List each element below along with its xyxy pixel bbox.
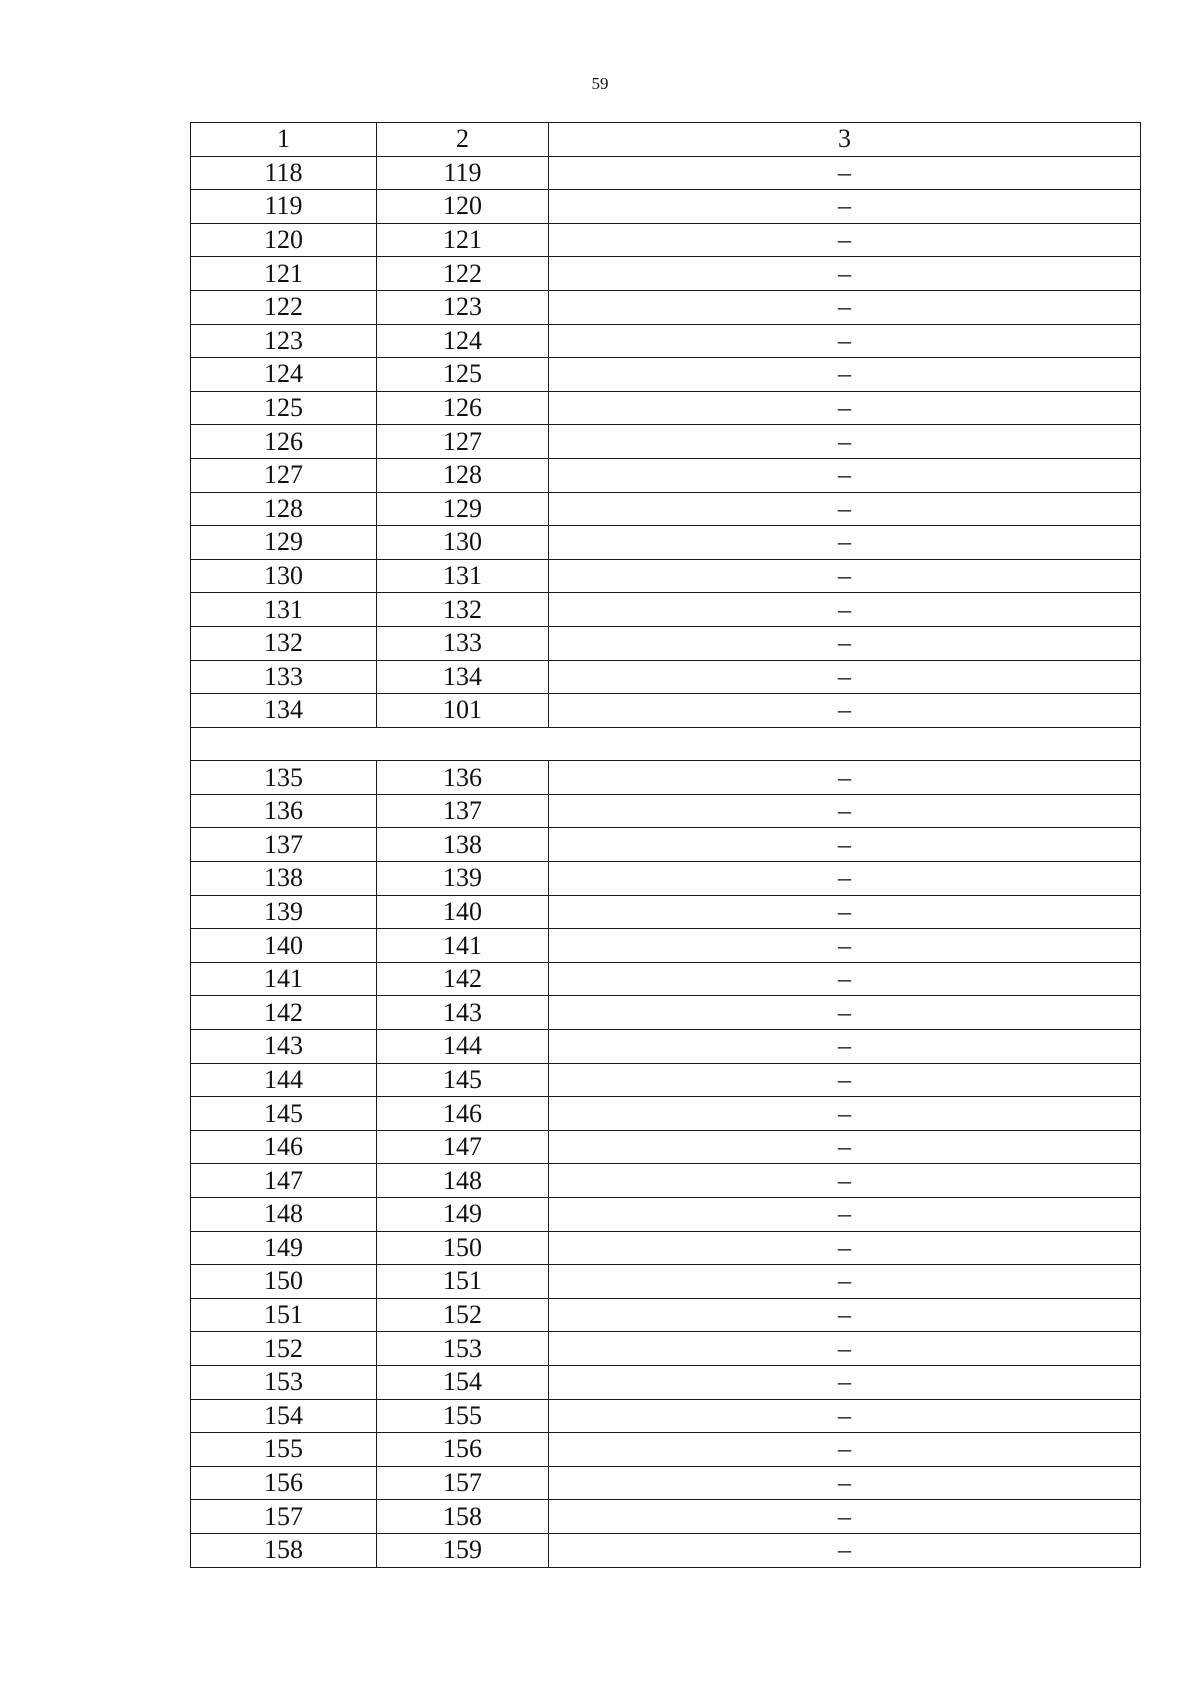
table-cell-col-3: – — [549, 1063, 1141, 1097]
table-cell-col-3: – — [549, 223, 1141, 257]
table-cell-col-1: 123 — [191, 324, 377, 358]
table-row — [191, 492, 1141, 526]
table-cell-col-3: – — [549, 660, 1141, 694]
table-row — [191, 1265, 1141, 1299]
table-cell-col-1: 138 — [191, 862, 377, 896]
table-cell-col-2: 140 — [377, 895, 549, 929]
table-cell-col-3: – — [549, 895, 1141, 929]
table-cell-col-3: – — [549, 1533, 1141, 1567]
table-cell-col-1: 147 — [191, 1164, 377, 1198]
table-row — [191, 593, 1141, 627]
table-row — [191, 1030, 1141, 1064]
table-cell-col-2: 157 — [377, 1466, 549, 1500]
table-cell-col-2: 131 — [377, 559, 549, 593]
table-cell-col-3: – — [549, 626, 1141, 660]
table-cell-col-1: 137 — [191, 828, 377, 862]
table-cell-col-3: – — [549, 962, 1141, 996]
table-cell-col-1: 156 — [191, 1466, 377, 1500]
table-row — [191, 257, 1141, 291]
table-cell-col-3: – — [549, 593, 1141, 627]
table-cell-col-1: 124 — [191, 358, 377, 392]
table-cell-col-1: 130 — [191, 559, 377, 593]
table-cell-col-3: – — [549, 1500, 1141, 1534]
table-cell-col-3: – — [549, 1198, 1141, 1232]
table-cell-col-1: 120 — [191, 223, 377, 257]
table-cell-col-1: 153 — [191, 1365, 377, 1399]
table-cell-col-3: – — [549, 1399, 1141, 1433]
table-row — [191, 862, 1141, 896]
table-cell-col-1: 146 — [191, 1130, 377, 1164]
table-cell-col-3: – — [549, 458, 1141, 492]
table-row — [191, 761, 1141, 795]
table-row — [191, 895, 1141, 929]
table-cell-col-2: 143 — [377, 996, 549, 1030]
table-cell-col-2: 142 — [377, 962, 549, 996]
table-cell-col-3: – — [549, 761, 1141, 795]
table-row — [191, 156, 1141, 190]
table-cell-col-1: 150 — [191, 1265, 377, 1299]
table-cell-col-2: 155 — [377, 1399, 549, 1433]
table-cell-col-2: 148 — [377, 1164, 549, 1198]
table-row — [191, 1097, 1141, 1131]
table-row — [191, 1500, 1141, 1534]
table-row — [191, 794, 1141, 828]
table-cell-col-1: 128 — [191, 492, 377, 526]
table-cell-col-2: 145 — [377, 1063, 549, 1097]
table-cell-col-1: 125 — [191, 391, 377, 425]
table-row — [191, 962, 1141, 996]
table-cell-col-2: 123 — [377, 290, 549, 324]
table-row — [191, 694, 1141, 728]
column-header-2: 2 — [377, 123, 549, 157]
table-cell-col-2: 158 — [377, 1500, 549, 1534]
table-cell-col-2: 126 — [377, 391, 549, 425]
table-cell-col-2: 144 — [377, 1030, 549, 1064]
table-cell-col-3: – — [549, 694, 1141, 728]
table-cell-col-2: 133 — [377, 626, 549, 660]
table-cell-col-3: – — [549, 929, 1141, 963]
table-cell-col-2: 156 — [377, 1433, 549, 1467]
table-cell-col-3: – — [549, 794, 1141, 828]
table-cell-col-3: – — [549, 391, 1141, 425]
table-cell-col-2: 122 — [377, 257, 549, 291]
table-cell-col-1: 121 — [191, 257, 377, 291]
table-cell-col-2: 139 — [377, 862, 549, 896]
table-cell-col-3: – — [549, 559, 1141, 593]
table-cell-col-3: – — [549, 1298, 1141, 1332]
table-cell-col-3: – — [549, 1433, 1141, 1467]
table-cell-col-3: – — [549, 1130, 1141, 1164]
table-cell-col-1: 158 — [191, 1533, 377, 1567]
table-cell-col-3: – — [549, 190, 1141, 224]
table-row — [191, 458, 1141, 492]
table-cell-col-2: 128 — [377, 458, 549, 492]
table-cell-col-1: 154 — [191, 1399, 377, 1433]
table-cell-col-2: 147 — [377, 1130, 549, 1164]
table-row — [191, 1466, 1141, 1500]
table-row — [191, 1063, 1141, 1097]
table-cell-col-2: 151 — [377, 1265, 549, 1299]
table-row — [191, 391, 1141, 425]
table-cell-col-1: 140 — [191, 929, 377, 963]
table-row — [191, 1298, 1141, 1332]
table-cell-col-1: 122 — [191, 290, 377, 324]
table-cell-col-2: 154 — [377, 1365, 549, 1399]
table-cell-col-2: 141 — [377, 929, 549, 963]
table-cell-col-2: 146 — [377, 1097, 549, 1131]
table-row — [191, 190, 1141, 224]
table-cell-col-1: 155 — [191, 1433, 377, 1467]
table-cell-col-1: 152 — [191, 1332, 377, 1366]
table-separator-row — [191, 727, 1141, 761]
table-row — [191, 290, 1141, 324]
table-cell-col-3: – — [549, 1365, 1141, 1399]
table-cell-col-1: 144 — [191, 1063, 377, 1097]
table-cell-col-1: 157 — [191, 1500, 377, 1534]
table-row — [191, 425, 1141, 459]
table-cell-col-1: 151 — [191, 1298, 377, 1332]
table-cell-col-1: 145 — [191, 1097, 377, 1131]
table-cell-col-2: 159 — [377, 1533, 549, 1567]
table-cell-col-3: – — [549, 156, 1141, 190]
table-cell-col-2: 121 — [377, 223, 549, 257]
table-row — [191, 1231, 1141, 1265]
table-cell-col-3: – — [549, 425, 1141, 459]
page-number: 59 — [591, 74, 609, 93]
table-cell-col-3: – — [549, 1466, 1141, 1500]
table-cell-col-2: 138 — [377, 828, 549, 862]
table-cell-col-2: 101 — [377, 694, 549, 728]
separator-cell — [191, 727, 1141, 761]
table-cell-col-2: 150 — [377, 1231, 549, 1265]
table-cell-col-3: – — [549, 358, 1141, 392]
table-cell-col-1: 131 — [191, 593, 377, 627]
table-row — [191, 1198, 1141, 1232]
table-cell-col-2: 132 — [377, 593, 549, 627]
table-row — [191, 559, 1141, 593]
table-row — [191, 526, 1141, 560]
table-cell-col-1: 134 — [191, 694, 377, 728]
table-cell-col-1: 139 — [191, 895, 377, 929]
table-row — [191, 1130, 1141, 1164]
table-cell-col-1: 126 — [191, 425, 377, 459]
table-cell-col-1: 135 — [191, 761, 377, 795]
table-row — [191, 223, 1141, 257]
column-header-1: 1 — [191, 123, 377, 157]
table-cell-col-3: – — [549, 996, 1141, 1030]
table-cell-col-3: – — [549, 324, 1141, 358]
table-row — [191, 1164, 1141, 1198]
table-cell-col-3: – — [549, 526, 1141, 560]
table-cell-col-1: 149 — [191, 1231, 377, 1265]
data-table — [190, 122, 1141, 1568]
table-row — [191, 1399, 1141, 1433]
table-cell-col-3: – — [549, 1332, 1141, 1366]
table-row — [191, 1332, 1141, 1366]
table-cell-col-1: 133 — [191, 660, 377, 694]
table-row — [191, 1533, 1141, 1567]
table-row — [191, 1433, 1141, 1467]
table-cell-col-3: – — [549, 290, 1141, 324]
table-cell-col-3: – — [549, 862, 1141, 896]
table-cell-col-1: 136 — [191, 794, 377, 828]
table-cell-col-2: 152 — [377, 1298, 549, 1332]
table-cell-col-3: – — [549, 1265, 1141, 1299]
table-cell-col-2: 137 — [377, 794, 549, 828]
table-cell-col-2: 120 — [377, 190, 549, 224]
table-cell-col-3: – — [549, 257, 1141, 291]
table-cell-col-2: 129 — [377, 492, 549, 526]
table-cell-col-2: 136 — [377, 761, 549, 795]
table-cell-col-1: 141 — [191, 962, 377, 996]
table-cell-col-1: 148 — [191, 1198, 377, 1232]
table-cell-col-3: – — [549, 492, 1141, 526]
table-cell-col-1: 119 — [191, 190, 377, 224]
table-row — [191, 660, 1141, 694]
table-cell-col-1: 127 — [191, 458, 377, 492]
table-cell-col-2: 127 — [377, 425, 549, 459]
column-header-3: 3 — [549, 123, 1141, 157]
table-cell-col-2: 119 — [377, 156, 549, 190]
table-header-row — [191, 123, 1141, 157]
table-row — [191, 324, 1141, 358]
table-row — [191, 828, 1141, 862]
table-row — [191, 929, 1141, 963]
table-cell-col-1: 132 — [191, 626, 377, 660]
table-body — [191, 123, 1141, 1568]
table-cell-col-2: 153 — [377, 1332, 549, 1366]
table-cell-col-2: 124 — [377, 324, 549, 358]
table-cell-col-3: – — [549, 1030, 1141, 1064]
table-row — [191, 996, 1141, 1030]
table-cell-col-2: 149 — [377, 1198, 549, 1232]
table-row — [191, 1365, 1141, 1399]
table-cell-col-1: 142 — [191, 996, 377, 1030]
table-cell-col-2: 125 — [377, 358, 549, 392]
table-cell-col-2: 134 — [377, 660, 549, 694]
table-row — [191, 626, 1141, 660]
table-cell-col-1: 143 — [191, 1030, 377, 1064]
table-cell-col-1: 118 — [191, 156, 377, 190]
table-cell-col-3: – — [549, 1231, 1141, 1265]
table-cell-col-2: 130 — [377, 526, 549, 560]
table-cell-col-3: – — [549, 1164, 1141, 1198]
table-cell-col-3: – — [549, 1097, 1141, 1131]
table-cell-col-3: – — [549, 828, 1141, 862]
table-row — [191, 358, 1141, 392]
table-cell-col-1: 129 — [191, 526, 377, 560]
